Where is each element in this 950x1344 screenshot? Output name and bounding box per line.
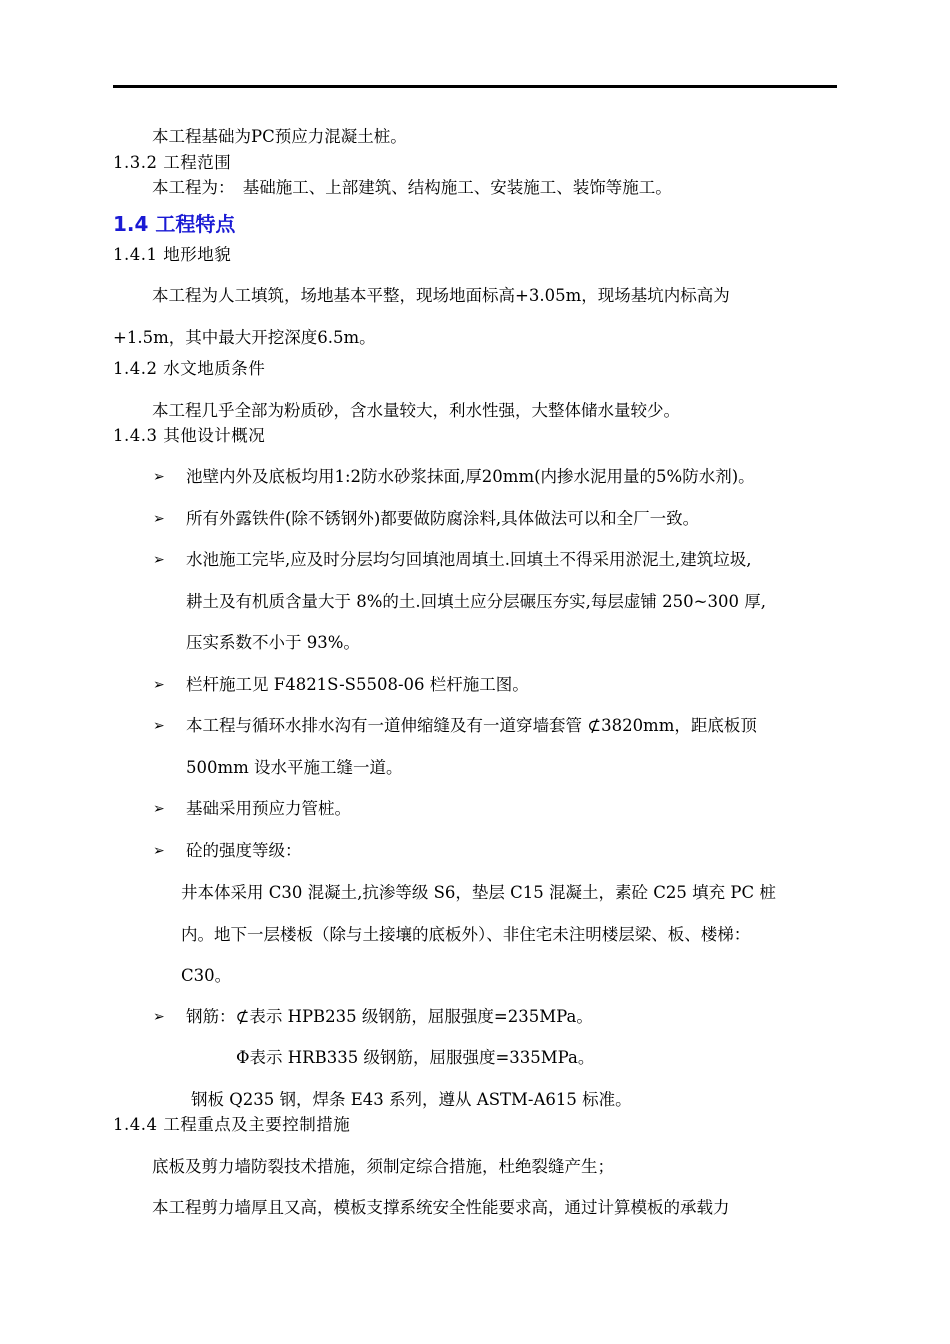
bullet-icon: ➢ [153,801,165,817]
indented-paragraph: Φ表示 HRB335 级钢筋，屈服强度=335MPa。 [236,1048,595,1067]
bullet-item: 池壁内外及底板均用1:2防水砂浆抹面,厚20mm(内掺水泥用量的5%防水剂)。 [186,467,755,486]
bullet-icon: ➢ [153,1009,165,1025]
paragraph: 本工程几乎全部为粉质砂，含水量较大，利水性强，大整体储水量较少。 [152,401,680,420]
bullet-item: 栏杆施工见 F4821S-S5508-06 栏杆施工图。 [186,675,529,694]
bullet-icon: ➢ [153,843,165,859]
indented-paragraph: 钢板 Q235 钢，焊条 E43 系列，遵从 ASTM-A615 标准。 [191,1090,632,1109]
header-rule [113,85,837,88]
paragraph: 底板及剪力墙防裂技术措施，须制定综合措施，杜绝裂缝产生； [152,1157,614,1176]
indented-paragraph: C30。 [181,966,232,985]
bullet-item-continuation: 500mm 设水平施工缝一道。 [186,758,403,777]
paragraph: 本工程基础为PC预应力混凝土桩。 [152,127,407,146]
bullet-item: 基础采用预应力管桩。 [186,799,351,818]
bullet-icon: ➢ [153,718,165,734]
subheading-1-3-2: 1.3.2 工程范围 [113,153,232,172]
bullet-icon: ➢ [153,552,165,568]
bullet-icon: ➢ [153,469,165,485]
bullet-item: 钢筋：⊄表示 HPB235 级钢筋，屈服强度=235MPa。 [186,1007,593,1026]
indented-paragraph: 井本体采用 C30 混凝土,抗渗等级 S6，垫层 C15 混凝土，素砼 C25 填充 PC 桩 [181,883,776,902]
subheading-1-4-4: 1.4.4 工程重点及主要控制措施 [113,1115,351,1134]
paragraph: 本工程剪力墙厚且又高，模板支撑系统安全性能要求高，通过计算模板的承载力 [152,1198,730,1217]
bullet-item: 所有外露铁件(除不锈钢外)都要做防腐涂料,具体做法可以和全厂一致。 [186,509,700,528]
bullet-icon: ➢ [153,677,165,693]
bullet-icon: ➢ [153,511,165,527]
paragraph-continuation: +1.5m，其中最大开挖深度6.5m。 [113,328,376,347]
section-heading-1-4: 1.4 工程特点 [113,212,236,236]
bullet-item: 水池施工完毕,应及时分层均匀回填池周填土.回填土不得采用淤泥土,建筑垃圾, [186,550,752,569]
bullet-item: 本工程与循环水排水沟有一道伸缩缝及有一道穿墙套管 ⊄3820mm，距底板顶 [186,716,757,735]
bullet-item: 砼的强度等级： [186,841,302,860]
indented-paragraph: 内。地下一层楼板（除与土接壤的底板外）、非住宅未注明楼层梁、板、楼梯： [181,925,751,944]
bullet-item-continuation: 压实系数不小于 93%。 [186,633,360,652]
subheading-1-4-1: 1.4.1 地形地貌 [113,245,232,264]
subheading-1-4-3: 1.4.3 其他设计概况 [113,426,266,445]
bullet-item-continuation: 耕土及有机质含量大于 8%的土.回填土应分层碾压夯实,每层虚铺 250~300 厚, [186,592,766,611]
paragraph: 本工程为： 基础施工、上部建筑、结构施工、安装施工、装饰等施工。 [152,178,672,197]
subheading-1-4-2: 1.4.2 水文地质条件 [113,359,266,378]
paragraph: 本工程为人工填筑，场地基本平整，现场地面标高+3.05m，现场基坑内标高为 [152,286,730,305]
